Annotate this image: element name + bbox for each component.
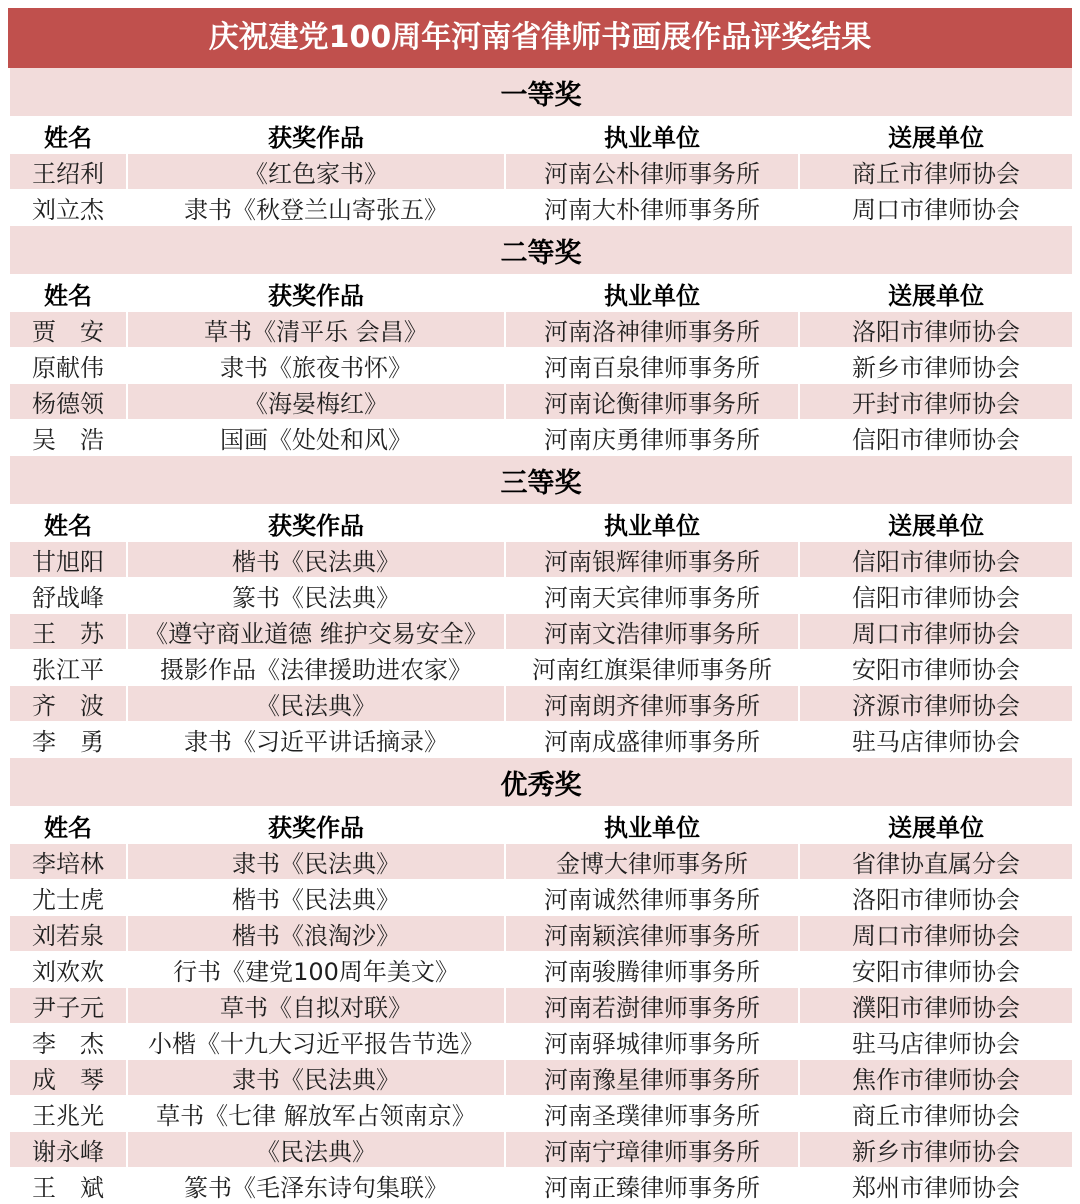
results-table xyxy=(8,68,1074,1204)
firm-cell: 金博大律师事务所 xyxy=(505,844,799,880)
column-header-association: 送展单位 xyxy=(799,117,1073,154)
firm-cell: 河南圣璞律师事务所 xyxy=(505,1096,799,1132)
work-cell: 摄影作品《法律援助进农家》 xyxy=(127,650,505,686)
name-cell: 原献伟 xyxy=(9,348,127,384)
table-row xyxy=(9,952,1073,988)
work-cell: 草书《自拟对联》 xyxy=(127,988,505,1024)
table-row xyxy=(9,578,1073,614)
column-header-row xyxy=(9,275,1073,312)
name-cell: 李培林 xyxy=(9,844,127,880)
work-cell: 小楷《十九大习近平报告节选》 xyxy=(127,1024,505,1060)
column-header-row xyxy=(9,807,1073,844)
association-cell: 焦作市律师协会 xyxy=(799,1060,1073,1096)
work-cell: 《遵守商业道德 维护交易安全》 xyxy=(127,614,505,650)
table-row xyxy=(9,916,1073,952)
firm-cell: 河南豫星律师事务所 xyxy=(505,1060,799,1096)
name-cell: 王兆光 xyxy=(9,1096,127,1132)
work-cell: 《民法典》 xyxy=(127,686,505,722)
award-level-label: 二等奖 xyxy=(9,226,1073,276)
column-header-name: 姓名 xyxy=(9,505,127,542)
association-cell: 信阳市律师协会 xyxy=(799,420,1073,456)
firm-cell: 河南颖滨律师事务所 xyxy=(505,916,799,952)
firm-cell: 河南公朴律师事务所 xyxy=(505,154,799,190)
column-header-association: 送展单位 xyxy=(799,275,1073,312)
work-cell: 行书《建党100周年美文》 xyxy=(127,952,505,988)
association-cell: 周口市律师协会 xyxy=(799,614,1073,650)
name-cell: 齐 波 xyxy=(9,686,127,722)
award-section-header xyxy=(9,456,1073,506)
work-cell: 隶书《秋登兰山寄张五》 xyxy=(127,190,505,226)
table-row xyxy=(9,1060,1073,1096)
name-cell: 贾 安 xyxy=(9,312,127,348)
firm-cell: 河南宁璋律师事务所 xyxy=(505,1132,799,1168)
firm-cell: 河南若澍律师事务所 xyxy=(505,988,799,1024)
association-cell: 周口市律师协会 xyxy=(799,916,1073,952)
name-cell: 李 勇 xyxy=(9,722,127,758)
award-section-header xyxy=(9,68,1073,117)
name-cell: 尹子元 xyxy=(9,988,127,1024)
name-cell: 杨德领 xyxy=(9,384,127,420)
column-header-association: 送展单位 xyxy=(799,807,1073,844)
column-header-row xyxy=(9,505,1073,542)
firm-cell: 河南文浩律师事务所 xyxy=(505,614,799,650)
work-cell: 草书《七律 解放军占领南京》 xyxy=(127,1096,505,1132)
table-row xyxy=(9,384,1073,420)
table-row xyxy=(9,844,1073,880)
work-cell: 篆书《民法典》 xyxy=(127,578,505,614)
association-cell: 信阳市律师协会 xyxy=(799,578,1073,614)
column-header-work: 获奖作品 xyxy=(127,275,505,312)
name-cell: 刘立杰 xyxy=(9,190,127,226)
column-header-work: 获奖作品 xyxy=(127,117,505,154)
award-level-label: 一等奖 xyxy=(9,68,1073,117)
award-level-label: 优秀奖 xyxy=(9,758,1073,808)
table-row xyxy=(9,686,1073,722)
work-cell: 楷书《民法典》 xyxy=(127,542,505,578)
association-cell: 商丘市律师协会 xyxy=(799,154,1073,190)
work-cell: 草书《清平乐 会昌》 xyxy=(127,312,505,348)
work-cell: 隶书《民法典》 xyxy=(127,1060,505,1096)
work-cell: 篆书《毛泽东诗句集联》 xyxy=(127,1168,505,1204)
name-cell: 谢永峰 xyxy=(9,1132,127,1168)
name-cell: 成 琴 xyxy=(9,1060,127,1096)
association-cell: 新乡市律师协会 xyxy=(799,348,1073,384)
firm-cell: 河南正臻律师事务所 xyxy=(505,1168,799,1204)
association-cell: 安阳市律师协会 xyxy=(799,952,1073,988)
association-cell: 濮阳市律师协会 xyxy=(799,988,1073,1024)
name-cell: 刘若泉 xyxy=(9,916,127,952)
association-cell: 安阳市律师协会 xyxy=(799,650,1073,686)
column-header-name: 姓名 xyxy=(9,117,127,154)
table-row xyxy=(9,988,1073,1024)
work-cell: 《民法典》 xyxy=(127,1132,505,1168)
results-table-body xyxy=(9,68,1073,1204)
work-cell: 楷书《浪淘沙》 xyxy=(127,916,505,952)
name-cell: 尤士虎 xyxy=(9,880,127,916)
table-row xyxy=(9,190,1073,226)
table-row xyxy=(9,650,1073,686)
work-cell: 隶书《习近平讲话摘录》 xyxy=(127,722,505,758)
table-row xyxy=(9,1168,1073,1204)
firm-cell: 河南骏腾律师事务所 xyxy=(505,952,799,988)
column-header-firm: 执业单位 xyxy=(505,505,799,542)
table-row xyxy=(9,880,1073,916)
firm-cell: 河南诚然律师事务所 xyxy=(505,880,799,916)
association-cell: 新乡市律师协会 xyxy=(799,1132,1073,1168)
association-cell: 开封市律师协会 xyxy=(799,384,1073,420)
association-cell: 洛阳市律师协会 xyxy=(799,880,1073,916)
column-header-firm: 执业单位 xyxy=(505,275,799,312)
firm-cell: 河南百泉律师事务所 xyxy=(505,348,799,384)
column-header-row xyxy=(9,117,1073,154)
association-cell: 周口市律师协会 xyxy=(799,190,1073,226)
column-header-firm: 执业单位 xyxy=(505,117,799,154)
association-cell: 济源市律师协会 xyxy=(799,686,1073,722)
results-document xyxy=(8,8,1072,1204)
firm-cell: 河南洛神律师事务所 xyxy=(505,312,799,348)
work-cell: 《海晏梅红》 xyxy=(127,384,505,420)
table-row xyxy=(9,312,1073,348)
column-header-association: 送展单位 xyxy=(799,505,1073,542)
firm-cell: 河南庆勇律师事务所 xyxy=(505,420,799,456)
work-cell: 楷书《民法典》 xyxy=(127,880,505,916)
name-cell: 刘欢欢 xyxy=(9,952,127,988)
award-level-label: 三等奖 xyxy=(9,456,1073,506)
association-cell: 郑州市律师协会 xyxy=(799,1168,1073,1204)
name-cell: 王 斌 xyxy=(9,1168,127,1204)
name-cell: 李 杰 xyxy=(9,1024,127,1060)
table-row xyxy=(9,1024,1073,1060)
work-cell: 《红色家书》 xyxy=(127,154,505,190)
association-cell: 商丘市律师协会 xyxy=(799,1096,1073,1132)
work-cell: 国画《处处和风》 xyxy=(127,420,505,456)
firm-cell: 河南成盛律师事务所 xyxy=(505,722,799,758)
table-row xyxy=(9,420,1073,456)
association-cell: 洛阳市律师协会 xyxy=(799,312,1073,348)
name-cell: 吴 浩 xyxy=(9,420,127,456)
name-cell: 张江平 xyxy=(9,650,127,686)
table-row xyxy=(9,348,1073,384)
firm-cell: 河南天宾律师事务所 xyxy=(505,578,799,614)
table-row xyxy=(9,542,1073,578)
award-section-header xyxy=(9,758,1073,808)
name-cell: 舒战峰 xyxy=(9,578,127,614)
work-cell: 隶书《旅夜书怀》 xyxy=(127,348,505,384)
column-header-work: 获奖作品 xyxy=(127,505,505,542)
column-header-work: 获奖作品 xyxy=(127,807,505,844)
association-cell: 驻马店律师协会 xyxy=(799,1024,1073,1060)
firm-cell: 河南红旗渠律师事务所 xyxy=(505,650,799,686)
award-section-header xyxy=(9,226,1073,276)
firm-cell: 河南银辉律师事务所 xyxy=(505,542,799,578)
name-cell: 甘旭阳 xyxy=(9,542,127,578)
name-cell: 王绍利 xyxy=(9,154,127,190)
association-cell: 省律协直属分会 xyxy=(799,844,1073,880)
work-cell: 隶书《民法典》 xyxy=(127,844,505,880)
table-row xyxy=(9,1132,1073,1168)
table-row xyxy=(9,1096,1073,1132)
column-header-name: 姓名 xyxy=(9,275,127,312)
name-cell: 王 苏 xyxy=(9,614,127,650)
table-row xyxy=(9,614,1073,650)
firm-cell: 河南驿城律师事务所 xyxy=(505,1024,799,1060)
table-row xyxy=(9,154,1073,190)
association-cell: 信阳市律师协会 xyxy=(799,542,1073,578)
table-row xyxy=(9,722,1073,758)
column-header-name: 姓名 xyxy=(9,807,127,844)
firm-cell: 河南大朴律师事务所 xyxy=(505,190,799,226)
page-title: 庆祝建党100周年河南省律师书画展作品评奖结果 xyxy=(8,8,1072,68)
firm-cell: 河南朗齐律师事务所 xyxy=(505,686,799,722)
firm-cell: 河南论衡律师事务所 xyxy=(505,384,799,420)
association-cell: 驻马店律师协会 xyxy=(799,722,1073,758)
column-header-firm: 执业单位 xyxy=(505,807,799,844)
